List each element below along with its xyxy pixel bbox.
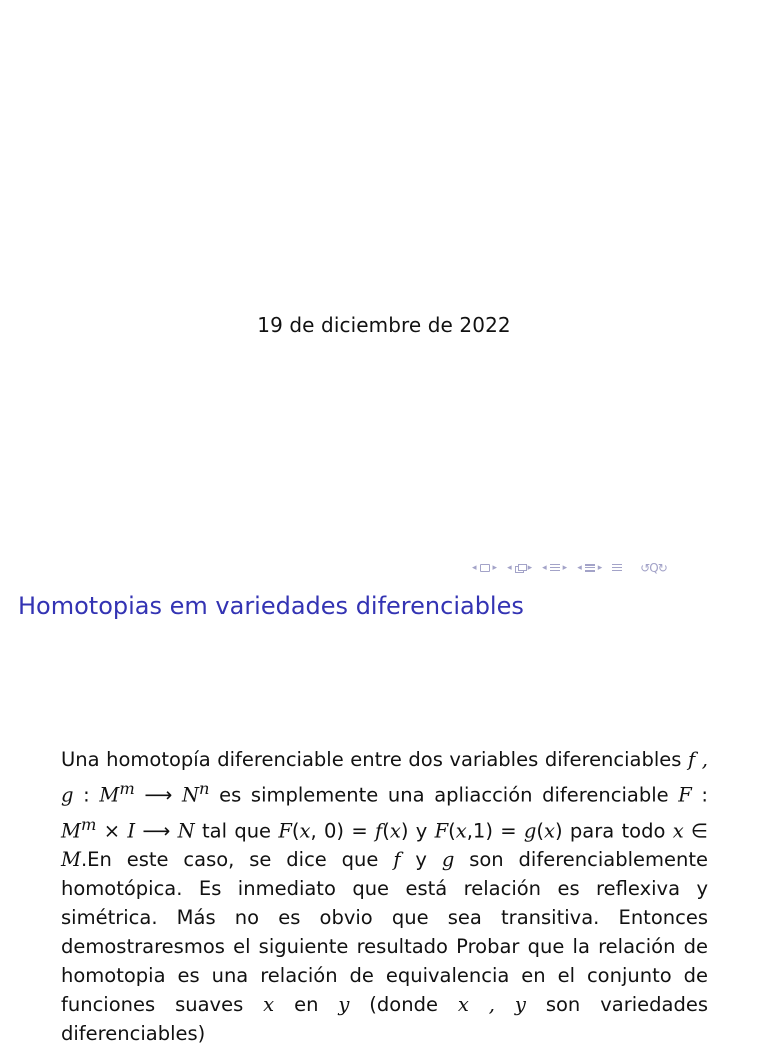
- math-symbol: f: [393, 848, 401, 871]
- next-subsection-arrow-icon[interactable]: ▸: [527, 562, 533, 573]
- math-symbol: F: [678, 783, 692, 807]
- math-symbol: M: [99, 783, 120, 807]
- math-symbol: x: [543, 819, 555, 842]
- prev-section-arrow-icon[interactable]: ◂: [542, 562, 547, 573]
- math-superscript: m: [80, 814, 97, 834]
- align-icon[interactable]: [612, 564, 622, 572]
- next-section-arrow-icon[interactable]: ▸: [562, 562, 568, 573]
- appendix-navigation[interactable]: [577, 564, 602, 573]
- subsection-navigation[interactable]: [507, 564, 532, 573]
- section-nav-icon[interactable]: [550, 564, 560, 572]
- math-superscript: n: [199, 779, 210, 798]
- prev-frame-arrow-icon[interactable]: ◂: [472, 562, 477, 573]
- beamer-navigation-bar: [472, 559, 766, 577]
- appendix-nav-icon[interactable]: [585, 564, 595, 572]
- math-symbol: F: [434, 819, 449, 842]
- document-date: 19 de diciembre de 2022: [257, 313, 511, 337]
- frame-navigation[interactable]: [472, 564, 497, 573]
- body-text-run: (: [448, 819, 456, 842]
- math-symbol: g: [523, 819, 537, 842]
- subsection-nav-icon[interactable]: [515, 564, 525, 572]
- math-symbol: M: [61, 819, 81, 842]
- body-text-run: son diferenciablemente homotópica. Es inmediato que está relación es reflexiva y simétrica. Más no es obvio que sea transitiva. Entonces demostraresmos el siguiente resultado Probar que la relación de homotopia es una relación de equivalencia en el conjunto de funciones suaves: [61, 848, 709, 1016]
- slide-title: Homotopias em variedades diferenciables: [18, 592, 524, 620]
- math-symbol: I: [127, 819, 136, 842]
- body-text-run: ⟶: [135, 819, 178, 842]
- math-symbol: x: [455, 819, 467, 842]
- prev-subsection-arrow-icon[interactable]: ◂: [507, 562, 512, 573]
- next-frame-arrow-icon[interactable]: ▸: [492, 562, 498, 573]
- body-text-run: (: [291, 819, 300, 842]
- body-text-run: :: [73, 783, 100, 807]
- math-symbol: x: [672, 819, 684, 842]
- body-text-run: (: [536, 819, 544, 842]
- search-icon[interactable]: ↺Q↻: [640, 561, 667, 575]
- section-navigation[interactable]: [542, 564, 567, 573]
- slide-body-text: [61, 745, 708, 1048]
- body-text-run: ⟶: [134, 783, 182, 807]
- body-text-run: y: [400, 848, 442, 871]
- math-symbol: M: [61, 848, 81, 871]
- body-text-run: es simplemente una apliacción diferenciable: [209, 783, 679, 807]
- body-text-run: (: [382, 819, 390, 842]
- body-text-run: ) para todo: [554, 819, 673, 842]
- math-symbol: y: [338, 993, 350, 1016]
- body-text-run: ×: [96, 819, 128, 842]
- math-symbol: f: [374, 819, 383, 842]
- math-symbol: F: [278, 819, 292, 842]
- body-text-run: ,1) =: [466, 819, 524, 842]
- math-symbol: x: [263, 993, 275, 1016]
- math-symbol: x: [299, 819, 311, 842]
- frame-nav-icon[interactable]: [480, 564, 490, 572]
- body-text-run: son variedades diferenciables): [61, 993, 708, 1045]
- math-symbol: x: [389, 819, 401, 842]
- math-symbol: x , y: [457, 993, 526, 1016]
- body-text-run: ∈: [683, 819, 708, 842]
- body-text-run: ) y: [400, 819, 435, 842]
- math-symbol: N: [181, 783, 200, 807]
- math-symbol: f , g: [61, 748, 709, 807]
- body-text-run: , 0) =: [310, 819, 375, 842]
- body-text-run: :: [691, 783, 709, 807]
- next-appendix-arrow-icon[interactable]: ▸: [597, 562, 603, 573]
- math-superscript: m: [119, 779, 135, 798]
- body-text-run: en: [274, 993, 339, 1016]
- math-symbol: g: [441, 848, 455, 871]
- body-text-run: Una homotopía diferenciable entre dos variables diferenciables: [61, 748, 689, 771]
- body-text-run: (donde: [349, 993, 458, 1016]
- body-text-run: .En este caso, se dice que: [80, 848, 394, 871]
- body-text-run: tal que: [194, 819, 279, 842]
- math-symbol: N: [177, 819, 195, 842]
- prev-appendix-arrow-icon[interactable]: ◂: [577, 562, 582, 573]
